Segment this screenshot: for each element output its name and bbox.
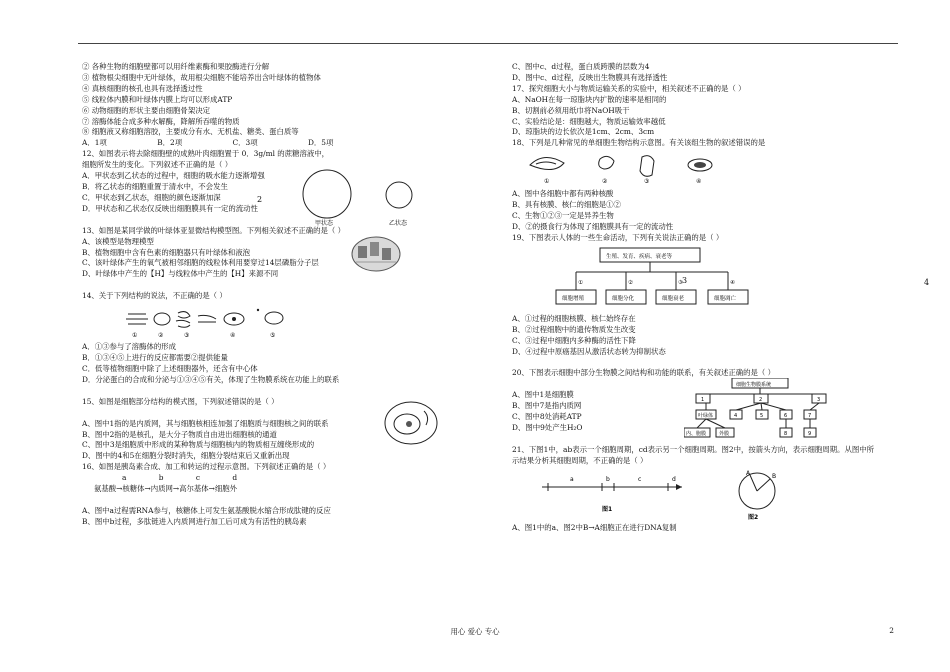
statement: ③ 植物根尖细胞中无叶绿体，故用根尖细胞不能培养出含叶绿体的植物体 bbox=[82, 72, 321, 82]
organism-label: ② bbox=[602, 178, 608, 186]
question-text: 19、下图表示人体的一些生命活动，下列有关说法正确的是（ ） bbox=[512, 232, 724, 242]
statement: ⑧ 细胞液又称细胞溶胶，主要成分有水、无机盐、糖类、蛋白质等 bbox=[82, 127, 299, 137]
option: D、图中9处产生H₂O bbox=[512, 423, 583, 433]
question-20 bbox=[512, 368, 912, 438]
option: B、图中7是指内质网 bbox=[512, 401, 582, 411]
option: A、图中a过程需RNA参与，核糖体上可发生氨基酸脱水缩合形成肽键的反应 bbox=[82, 506, 331, 515]
option: A．甲状态到乙状态的过程中，细胞的吸水能力逐渐增强 bbox=[82, 171, 265, 181]
option: B．将乙状态的细胞重置于清水中，不会发生 bbox=[82, 181, 228, 191]
option: A、图1中的a、图2中B→A细胞正在进行DNA复制 bbox=[512, 522, 677, 532]
option: B、植物细胞中含有色素的细胞器只有叶绿体和液泡 bbox=[82, 247, 251, 257]
option: D．分泌蛋白的合成和分泌与①③④⑤有关，体现了生物膜系统在功能上的联系 bbox=[82, 374, 340, 384]
page-number: 2 bbox=[889, 626, 894, 635]
structure-label: ① bbox=[132, 332, 138, 340]
point-label: A bbox=[746, 469, 751, 477]
question-text: 示结果分析其细胞周期，不正确的是（ ） bbox=[512, 455, 648, 465]
option: D、②的摄食行为体现了细胞膜具有一定的流动性 bbox=[512, 221, 674, 231]
question-15 bbox=[82, 397, 462, 463]
option: C、图中8处消耗ATP bbox=[512, 412, 582, 422]
structure-label: ② bbox=[158, 332, 164, 340]
process-box-label: 细胞分化 bbox=[612, 295, 635, 302]
statement: ② 各种生物的细胞壁都可以用纤维素酶和果胶酶进行分解 bbox=[82, 62, 270, 71]
option: A、图中1是细胞膜 bbox=[512, 390, 574, 400]
structure-label: ⑤ bbox=[270, 332, 276, 340]
organelle-drawings bbox=[122, 304, 292, 342]
question-text: 16、如图是胰岛素合成、加工和转运的过程示意图。下列叙述正确的是（ ） bbox=[82, 462, 331, 472]
diagram-top-label: 细胞生物膜系统 bbox=[736, 382, 772, 389]
organism-drawings bbox=[526, 151, 716, 187]
point-label: B bbox=[772, 472, 777, 480]
process-box-label: 细胞增殖 bbox=[562, 295, 585, 302]
figure-caption: 图1 bbox=[602, 505, 613, 513]
option: C．甲状态到乙状态，细胞的颜色逐渐加深 bbox=[82, 192, 221, 202]
membrane-system-diagram bbox=[684, 378, 834, 442]
question-text: 15、如图是细胞部分结构的模式图，下列叙述错误的是（ ） bbox=[82, 396, 279, 406]
option: A、图中各细胞中都有两种核酸 bbox=[512, 189, 614, 199]
cell-cycle-drawings bbox=[542, 469, 792, 523]
option: B、具有核膜、核仁的细胞是①② bbox=[512, 200, 621, 210]
question-text: 细胞所发生的变化。下列叙述不正确的是（ ） bbox=[82, 160, 233, 170]
option: B、图中b过程，多肽链进入内质网进行加工后可成为有活性的胰岛素 bbox=[82, 516, 307, 526]
page-marker: 2 bbox=[257, 195, 263, 204]
option: A、NaOH在每一琼脂块内扩散的速率是相同的 bbox=[512, 94, 667, 104]
segment-label: a bbox=[570, 475, 574, 483]
segment-label: b bbox=[606, 475, 610, 483]
step-num: ④ bbox=[730, 279, 735, 286]
option: B．①③④⑤上进行的反应都需要②提供能量 bbox=[82, 353, 228, 363]
step-num: ② bbox=[628, 279, 633, 286]
side-page-marker: 4 bbox=[924, 278, 930, 287]
cell-state-figure bbox=[297, 167, 427, 227]
state-label-b: 乙状态 bbox=[389, 220, 408, 228]
segment-label: c bbox=[638, 475, 642, 483]
question-text: 20、下图表示细胞中部分生物膜之间结构和功能的联系，有关叙述正确的是（ ） bbox=[512, 368, 776, 378]
structure-label: ④ bbox=[230, 332, 236, 340]
page-marker: 3 bbox=[682, 276, 688, 285]
leaf-label: 外膜 bbox=[719, 431, 730, 438]
step-num: ③ bbox=[678, 279, 683, 286]
organism-label: ① bbox=[544, 178, 550, 186]
question-text: 17、探究细胞大小与物质运输关系的实验中，相关叙述不正确的是（ ） bbox=[512, 83, 746, 93]
node-num: 2 bbox=[759, 397, 763, 404]
option: C．低等植物细胞中除了上述细胞器外，还含有中心体 bbox=[82, 363, 258, 373]
option: D．5项 bbox=[307, 138, 334, 148]
leaf-label: 内、胞膜 bbox=[686, 431, 707, 438]
q11-options bbox=[82, 138, 462, 149]
state-label-a: 甲状态 bbox=[315, 220, 334, 228]
option: C、生物①②③一定是异养生物 bbox=[512, 211, 614, 221]
process-box-label: 细胞凋亡 bbox=[714, 295, 737, 302]
option: C、该叶绿体产生的氧气被相邻细胞的线粒体利用要穿过14层磷脂分子层 bbox=[82, 258, 319, 268]
node-num: 9 bbox=[808, 431, 812, 438]
structure-label: ③ bbox=[184, 332, 190, 340]
question-text: 14、关于下列结构的说法，不正确的是（ ） bbox=[82, 291, 227, 301]
option: A、图中1指的是内质网，其与细胞核相连加强了细胞质与细胞核之间的联系 bbox=[82, 418, 329, 428]
question-text: 21、下图1中，ab表示一个细胞周期，cd表示另一个细胞周期。图2中，按箭头方向，表示细胞周期。从图中所 bbox=[512, 444, 875, 454]
option: A．①③参与了溶酶体的形成 bbox=[82, 342, 177, 352]
question-text: 13、如图是某同学做的叶绿体亚显微结构模型图。下列相关叙述不正确的是（ ） bbox=[82, 225, 346, 235]
node-num: 7 bbox=[808, 413, 812, 420]
organism-label: ③ bbox=[644, 178, 650, 186]
option: D、④过程中原癌基因从激活状态转为抑制状态 bbox=[512, 346, 666, 356]
header-rule bbox=[78, 43, 898, 44]
chloroplast-model-image bbox=[350, 232, 402, 274]
process-box-label: 细胞衰老 bbox=[662, 295, 685, 302]
process-letter: d bbox=[232, 473, 238, 483]
footer-motto: 用心 爱心 专心 bbox=[450, 627, 500, 636]
option: A、该模型是物理模型 bbox=[82, 236, 154, 246]
node-num: 3 bbox=[817, 397, 821, 404]
statement: ⑤ 线粒体内膜和叶绿体内膜上均可以形成ATP bbox=[82, 94, 233, 104]
option: B、②过程细胞中的遗传物质发生改变 bbox=[512, 324, 636, 334]
statement: ⑥ 动物细胞的形状主要由细胞骨架决定 bbox=[82, 105, 210, 115]
statement: ⑦ 溶酶体能合成多种水解酶，降解所吞噬的物质 bbox=[82, 116, 240, 126]
leaf-label: 叶绿体 bbox=[698, 413, 714, 420]
question-text: 12、如图表示将去除细胞壁的成熟叶肉细胞置于 0．3g/ml 的蔗糖溶液中， bbox=[82, 149, 330, 159]
option: D、图中c、d过程，反映出生物膜具有选择透性 bbox=[512, 72, 668, 82]
node-num: 5 bbox=[760, 413, 764, 420]
question-13 bbox=[82, 226, 462, 281]
option: D．甲状态和乙状态仅反映出细胞膜具有一定的流动性 bbox=[82, 203, 258, 213]
step-num: ① bbox=[578, 279, 583, 286]
left-column bbox=[82, 62, 462, 528]
option: C、实验结论是：细胞越大，物质运输效率越低 bbox=[512, 116, 666, 126]
option: B、图中2指的是核孔，是大分子物质自由进出细胞核的通道 bbox=[82, 429, 277, 439]
nucleus-figure bbox=[382, 397, 440, 447]
segment-label: d bbox=[672, 475, 676, 483]
process-letter: a bbox=[122, 473, 127, 483]
process-letter: c bbox=[195, 473, 200, 483]
option: A、①过程的细胞核膜、核仁始终存在 bbox=[512, 313, 636, 323]
organism-label: ④ bbox=[696, 178, 702, 186]
organelle-figure bbox=[82, 302, 462, 342]
question-12 bbox=[82, 149, 462, 228]
insulin-flow: 氨基酸→核糖体→内质网→高尔基体→细胞外 bbox=[94, 484, 238, 494]
option: D、琼脂块的边长依次是1cm、2cm、3cm bbox=[512, 127, 655, 137]
node-num: 8 bbox=[784, 431, 788, 438]
life-activity-chart bbox=[552, 246, 752, 314]
option: C、③过程中细胞内多种酶的活性下降 bbox=[512, 335, 636, 345]
option: C、图中3是细胞质中形成的某种物质与细胞核内的物质相互缠绕形成的 bbox=[82, 440, 315, 450]
option: C．3项 bbox=[232, 138, 258, 148]
top-box-label: 生殖、发育、疾病、衰老等 bbox=[606, 253, 673, 260]
option: D、叶绿体中产生的【H】与线粒体中产生的【H】来源不同 bbox=[82, 269, 279, 279]
node-num: 1 bbox=[701, 397, 705, 404]
question-text: 18、下列是几种常见的单细胞生物结构示意图。有关该组生物的叙述错误的是 bbox=[512, 138, 766, 148]
life-activity-diagram bbox=[512, 244, 912, 314]
cell-cycle-figures bbox=[512, 467, 912, 523]
node-num: 6 bbox=[784, 413, 788, 420]
process-letter: b bbox=[158, 473, 164, 483]
process-letters bbox=[82, 473, 462, 484]
option: B、切割前必须用纸巾将NaOH吸干 bbox=[512, 105, 630, 115]
right-column bbox=[512, 62, 912, 534]
node-num: 4 bbox=[734, 413, 738, 420]
statement: ④ 真核细胞的核孔也具有选择透过性 bbox=[82, 83, 203, 93]
single-cell-organisms-figure bbox=[512, 149, 912, 189]
option: D、图中的4和5在细胞分裂时消失，细胞分裂结束后又重新出现 bbox=[82, 451, 290, 461]
option: A．1项 bbox=[82, 138, 107, 148]
figure-caption: 图2 bbox=[748, 513, 759, 521]
option: C、图中c、d过程，蛋白质跨膜的层数为4 bbox=[512, 62, 650, 71]
option: B．2项 bbox=[157, 138, 183, 148]
